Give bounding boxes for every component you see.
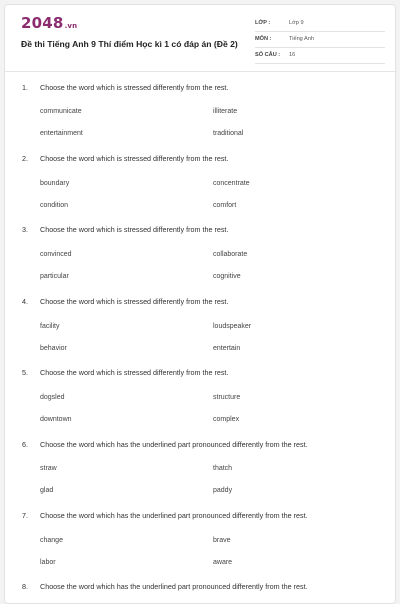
answer-option[interactable]: behavior [40,345,67,352]
answer-option[interactable]: loudspeaker [213,323,252,330]
meta-value: 16 [289,52,296,58]
answer-option[interactable]: comfort [213,202,237,209]
exam-meta [255,18,385,66]
meta-value: Tiếng Anh [289,36,314,42]
answer-option[interactable]: downtown [40,416,72,423]
meta-label: SỐ CÂU : [255,52,281,58]
question-text: Choose the word which is stressed differently from the rest. [40,368,229,377]
question-text: Choose the word which is stressed differently from the rest. [40,297,229,306]
logo-sub: .vn [64,22,78,30]
answer-option[interactable]: traditional [213,130,244,137]
question-text: Choose the word which has the underlined part pronounced differently from the rest. [40,582,308,591]
answer-option[interactable]: communicate [40,108,82,115]
answer-option[interactable]: labor [40,559,56,566]
answer-option[interactable]: illiterate [213,108,238,115]
logo-main: 2048 [21,14,64,32]
answer-option[interactable]: brave [213,537,231,544]
answer-option[interactable]: particular [40,273,69,280]
answer-option[interactable]: paddy [213,487,233,494]
answer-option[interactable]: concentrate [213,180,250,187]
question-number: 1. [22,83,28,92]
question-text: Choose the word which is stressed differently from the rest. [40,225,229,234]
answer-option[interactable]: change [40,537,63,544]
answer-option[interactable]: complex [213,416,240,423]
question-number: 5. [22,368,28,377]
exam-header [5,5,397,69]
header-divider [5,71,397,72]
question-number: 8. [22,582,28,591]
meta-row-class [255,18,385,32]
answer-option[interactable]: structure [213,394,241,401]
answer-option[interactable]: aware [213,559,233,566]
meta-row-count [255,50,385,64]
question-number: 7. [22,511,28,520]
question-number: 6. [22,440,28,449]
question-number: 2. [22,154,28,163]
question-text: Choose the word which is stressed differently from the rest. [40,154,229,163]
meta-value: Lớp 9 [289,20,304,26]
answer-option[interactable]: collaborate [213,251,248,258]
site-logo[interactable] [21,14,77,32]
answer-option[interactable]: glad [40,487,54,494]
answer-option[interactable]: entertainment [40,130,83,137]
answer-option[interactable]: dogsled [40,394,65,401]
meta-label: MÔN : [255,36,272,42]
answer-option[interactable]: straw [40,465,57,472]
exam-title: Đề thi Tiếng Anh 9 Thí điểm Học kì 1 có đáp án (Đề 2) [21,39,238,49]
question-text: Choose the word which has the underlined part pronounced differently from the rest. [40,440,308,449]
answer-option[interactable]: thatch [213,465,233,472]
meta-row-subject [255,34,385,48]
question-text: Choose the word which has the underlined part pronounced differently from the rest. [40,511,308,520]
answer-option[interactable]: boundary [40,180,70,187]
exam-sheet [4,4,396,604]
meta-label: LỚP : [255,20,271,26]
question-text: Choose the word which is stressed differently from the rest. [40,83,229,92]
question-number: 4. [22,297,28,306]
answer-option[interactable]: cognitive [213,273,241,280]
answer-option[interactable]: condition [40,202,69,209]
question-number: 3. [22,225,28,234]
answer-option[interactable]: facility [40,323,60,330]
answer-option[interactable]: convinced [40,251,72,258]
answer-option[interactable]: entertain [213,345,241,352]
